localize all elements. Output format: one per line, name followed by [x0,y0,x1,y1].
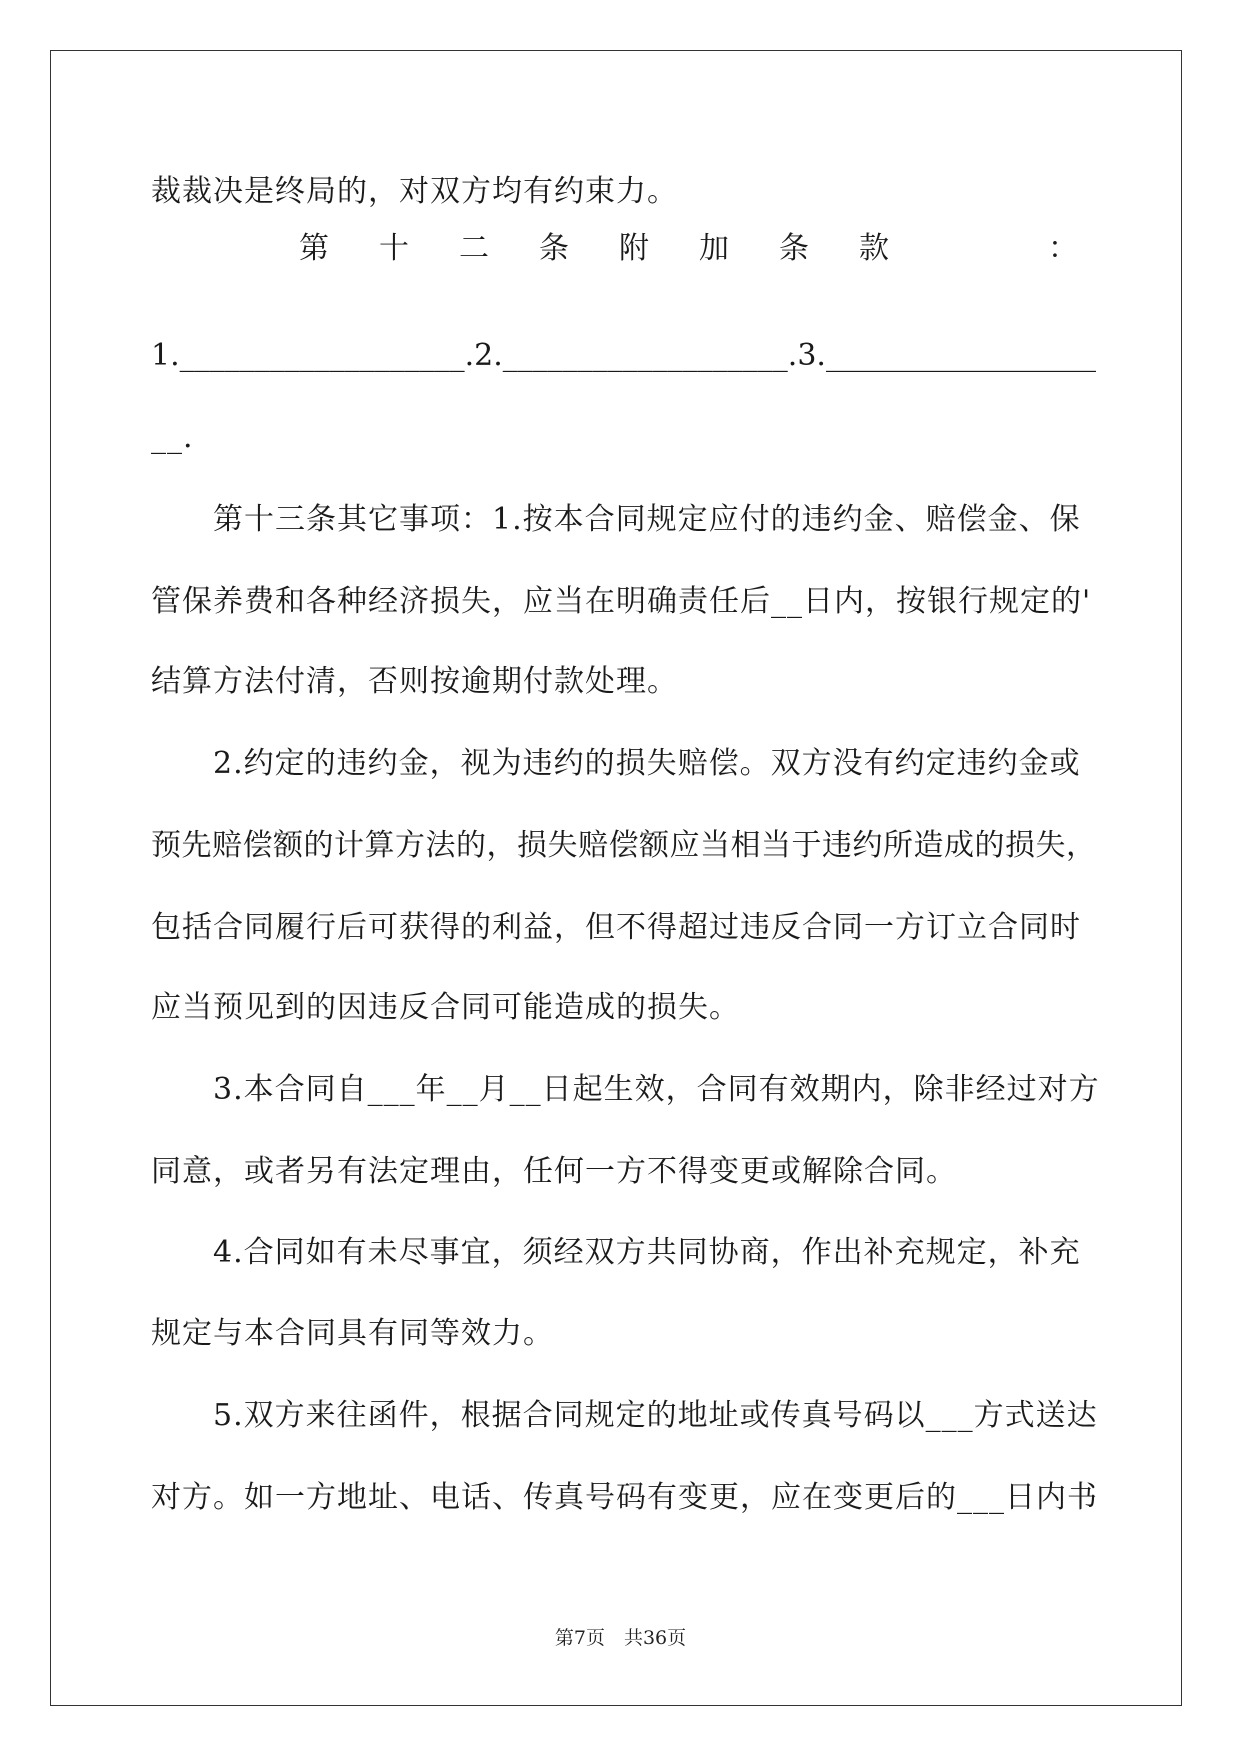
heading-char: ： [1048,231,1078,266]
heading-char: 条 [779,231,809,266]
text-line: 5.双方来往函件，根据合同规定的地址或传真号码以___方式送达 [151,1398,1098,1433]
heading-char: 二 [459,231,489,266]
text-line: 管保养费和各种经济损失，应当在明确责任后__日内，按银行规定的' [151,584,1092,619]
text-line: 预先赔偿额的计算方法的，损失赔偿额应当相当于违约所造成的损失， [151,828,1097,863]
page-footer: 第7页 共36页 [554,1627,687,1649]
text-line: 1.___________________.2.___________________.3.__________________ [151,338,1096,373]
text-line: 第十三条其它事项：1.按本合同规定应付的违约金、赔偿金、保 [151,502,1081,537]
text-line: 应当预见到的因违反合同可能造成的损失。 [151,990,740,1025]
heading-char: 款 [859,231,889,266]
heading-char: 条 [539,231,569,266]
heading-char: 加 [699,231,729,266]
page-border [50,50,1182,1706]
text-line: 3.本合同自___年__月__日起生效，合同有效期内，除非经过对方 [151,1072,1100,1107]
heading-char: 附 [619,231,649,266]
text-line: __. [151,420,194,455]
text-line: 4.合同如有未尽事宜，须经双方共同协商，作出补充规定，补充 [151,1235,1081,1270]
text-line: 同意，或者另有法定理由，任何一方不得变更或解除合同。 [151,1154,957,1189]
heading-char: 第 [299,231,329,266]
text-line: 2.约定的违约金，视为违约的损失赔偿。双方没有约定违约金或 [151,746,1081,781]
text-line: 规定与本合同具有同等效力。 [151,1316,554,1351]
text-line: 对方。如一方地址、电话、传真号码有变更，应在变更后的___日内书 [151,1480,1098,1515]
text-line: 结算方法付清，否则按逾期付款处理。 [151,664,678,699]
heading-char: 十 [379,231,409,266]
text-line: 包括合同履行后可获得的利益，但不得超过违反合同一方订立合同时 [151,910,1081,945]
text-line: 裁裁决是终局的，对双方均有约束力。 [151,174,678,209]
